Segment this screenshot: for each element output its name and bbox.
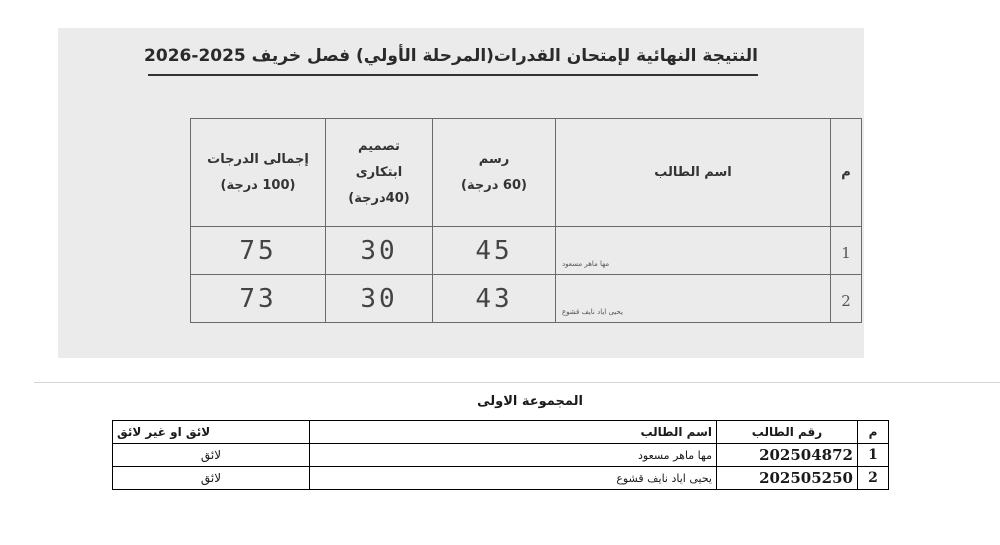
title-underline bbox=[148, 74, 758, 76]
row-status: لائق bbox=[113, 444, 310, 467]
scan-row-design: 30 bbox=[326, 275, 433, 323]
scan-row-index: 2 bbox=[831, 275, 862, 323]
scan-header-row bbox=[191, 119, 862, 227]
group-header-student-id: رقم الطالب bbox=[717, 421, 858, 444]
scan-header-design: تصميم ابتكارى (40درجة) bbox=[326, 119, 433, 227]
scanned-results-table bbox=[190, 118, 862, 323]
group-table bbox=[112, 420, 889, 490]
group-header-index: م bbox=[858, 421, 889, 444]
scan-header-name: اسم الطالب bbox=[556, 119, 831, 227]
scan-row-index: 1 bbox=[831, 227, 862, 275]
group-header-status: لائق او غير لائق bbox=[113, 421, 310, 444]
row-index: 2 bbox=[858, 467, 889, 490]
row-student-name: مها ماهر مسعود bbox=[310, 444, 717, 467]
scan-header-index: م bbox=[831, 119, 862, 227]
group-header-row bbox=[113, 421, 889, 444]
row-status: لائق bbox=[113, 467, 310, 490]
scan-row bbox=[191, 227, 862, 275]
scan-row-name: يحيى اياد نايف قشوع bbox=[556, 275, 831, 323]
section-divider bbox=[34, 382, 1000, 383]
group-header-student-name: اسم الطالب bbox=[310, 421, 717, 444]
table-row bbox=[113, 444, 889, 467]
scan-header-total: إجمالى الدرجات (100 درجة) bbox=[191, 119, 326, 227]
row-student-id: 202504872 bbox=[717, 444, 858, 467]
scan-title bbox=[144, 46, 758, 76]
row-index: 1 bbox=[858, 444, 889, 467]
scan-row-design: 30 bbox=[326, 227, 433, 275]
scan-title-text: النتيجة النهائية لإمتحان القدرات(المرحلة الأولي) فصل خريف 2025-2026 bbox=[144, 46, 758, 66]
row-student-name: يحيى اياد نايف قشوع bbox=[310, 467, 717, 490]
scan-row-total: 73 bbox=[191, 275, 326, 323]
scan-header-drawing: رسم (60 درجة) bbox=[433, 119, 556, 227]
scan-row bbox=[191, 275, 862, 323]
scan-row-drawing: 45 bbox=[433, 227, 556, 275]
row-student-id: 202505250 bbox=[717, 467, 858, 490]
scan-row-total: 75 bbox=[191, 227, 326, 275]
scan-row-name: مها ماهر مسعود bbox=[556, 227, 831, 275]
group-title: المجموعة الاولى bbox=[477, 394, 583, 409]
table-row bbox=[113, 467, 889, 490]
scan-row-drawing: 43 bbox=[433, 275, 556, 323]
